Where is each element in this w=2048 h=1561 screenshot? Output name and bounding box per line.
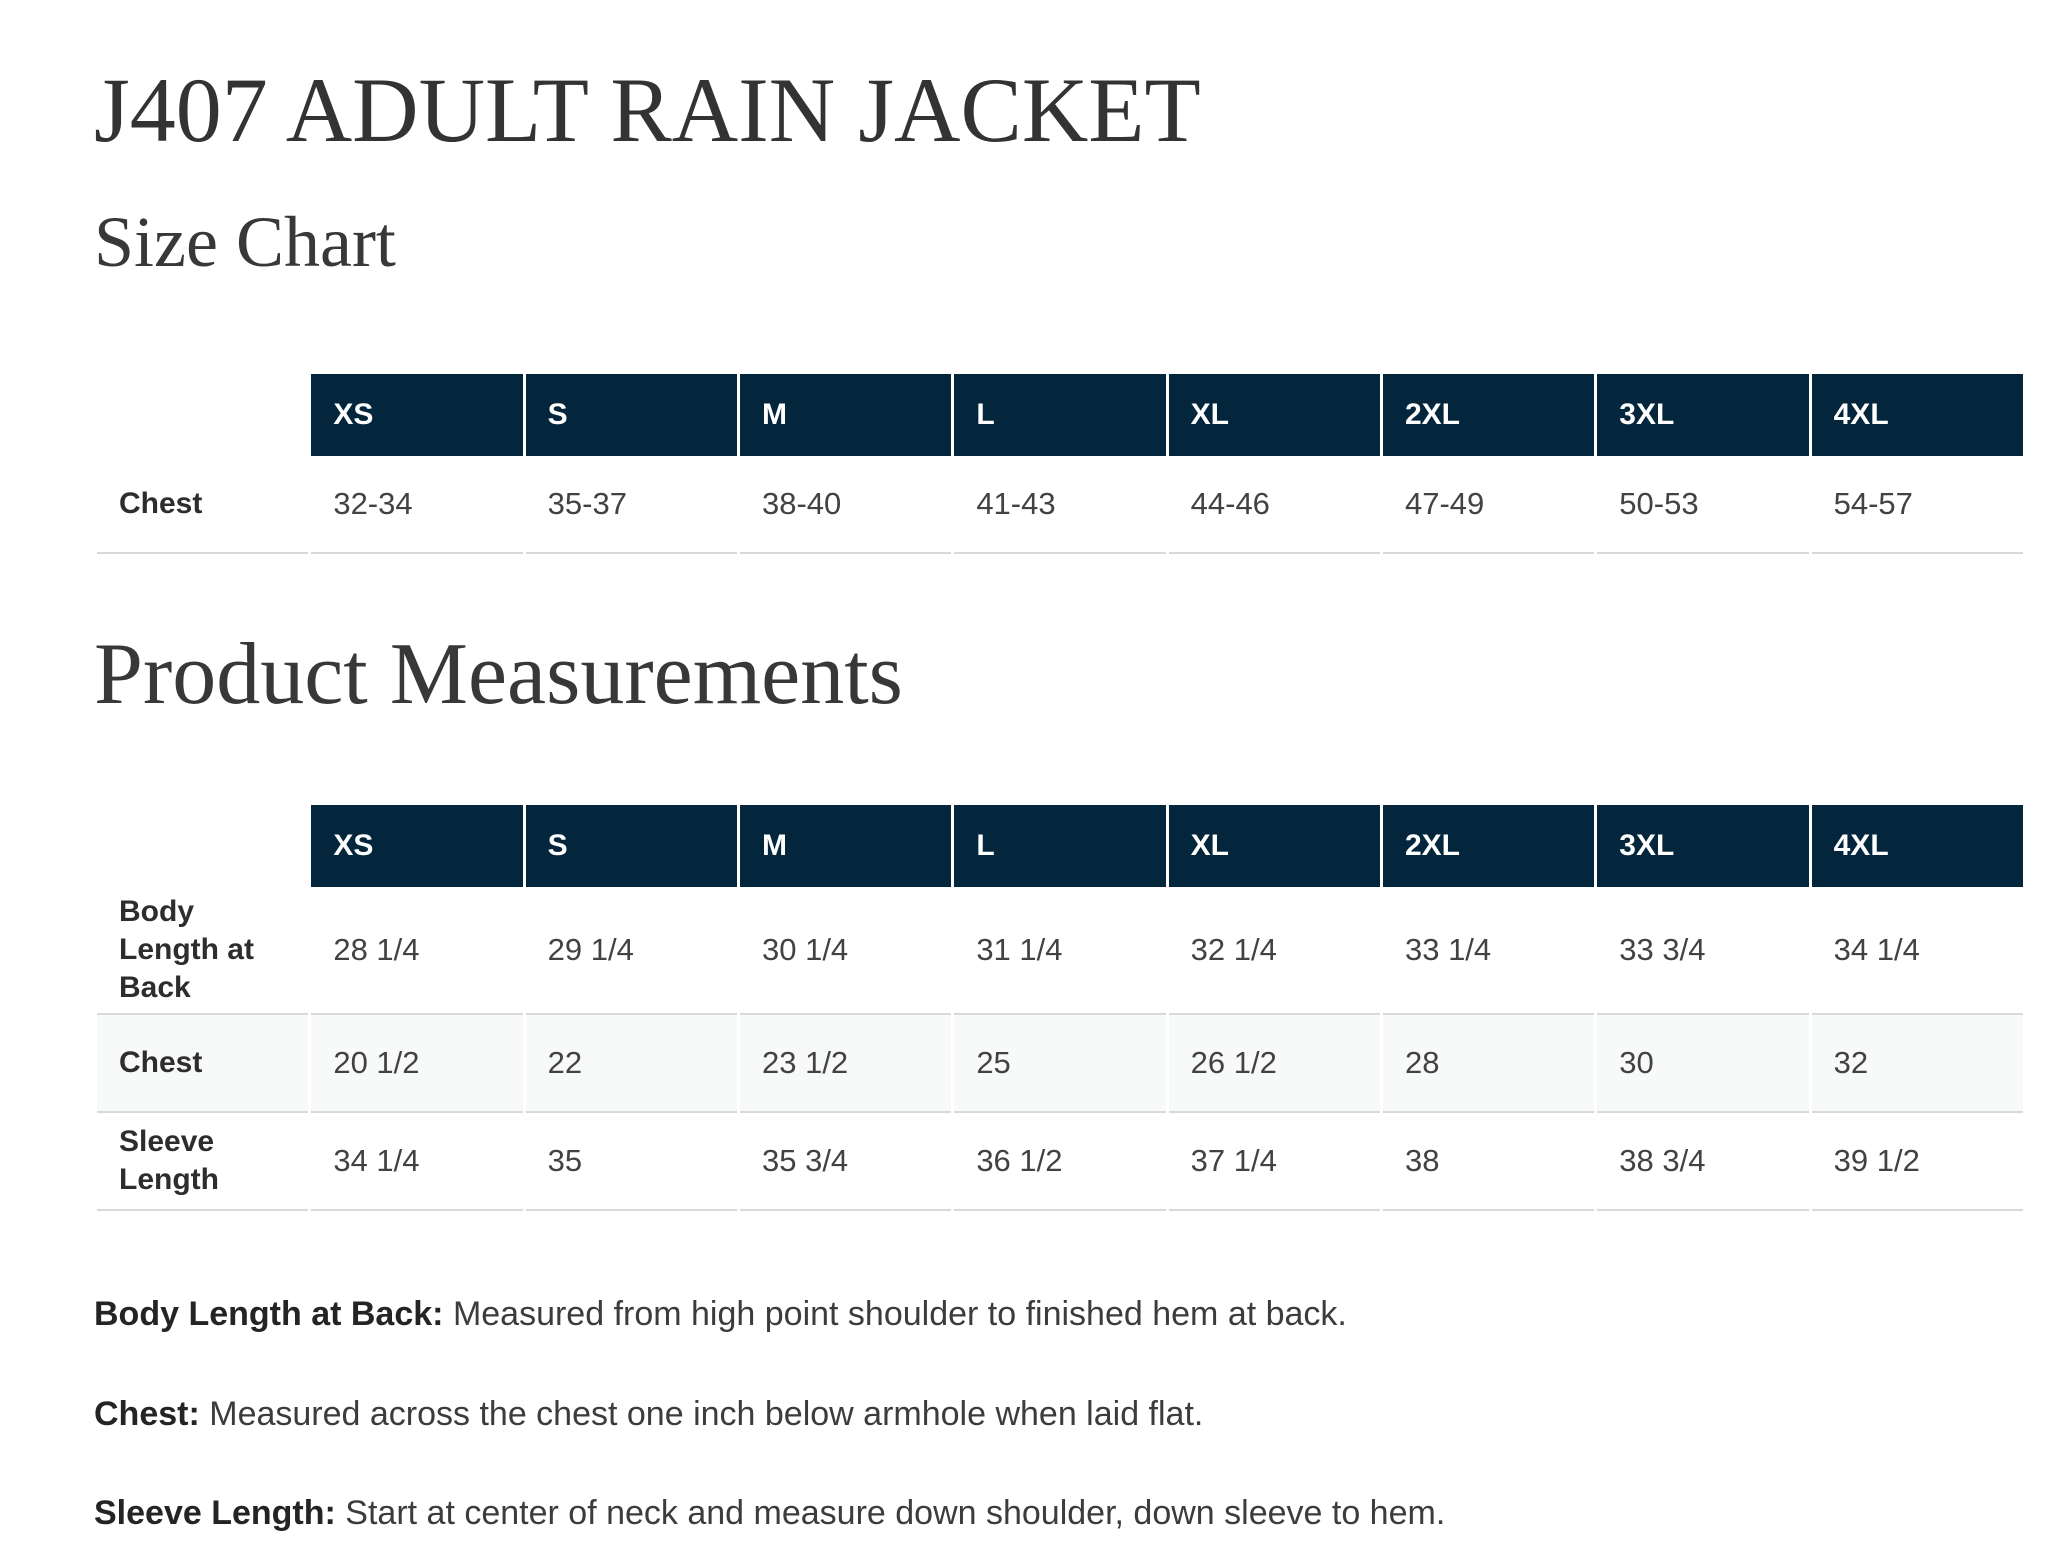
table-cell: 32 <box>1812 1015 2023 1113</box>
size-column-header-s: S <box>526 805 737 887</box>
table-cell: 30 <box>1597 1015 1808 1113</box>
measurements-header-row <box>97 805 2023 887</box>
size-column-header-xl: XL <box>1169 374 1380 456</box>
size-column-header-3xl: 3XL <box>1597 374 1808 456</box>
table-cell: 39 1/2 <box>1812 1113 2023 1211</box>
measurements-row-body-length <box>97 887 2023 1015</box>
size-column-header-4xl: 4XL <box>1812 374 2023 456</box>
size-column-header-2xl: 2XL <box>1383 374 1594 456</box>
table-cell: 54-57 <box>1812 456 2023 554</box>
definition-body-length <box>94 1291 2026 1339</box>
row-label-text: Sleeve Length <box>119 1125 219 1197</box>
size-column-header-xs: XS <box>311 374 522 456</box>
definition-text: Start at center of neck and measure down shoulder, down sleeve to hem. <box>345 1494 1446 1533</box>
size-column-header-s: S <box>526 374 737 456</box>
row-label <box>97 1015 308 1113</box>
row-label <box>97 1113 308 1211</box>
table-cell: 32 1/4 <box>1169 887 1380 1015</box>
definition-term: Sleeve Length: <box>94 1494 336 1533</box>
table-cell: 41-43 <box>954 456 1165 554</box>
table-cell: 26 1/2 <box>1169 1015 1380 1113</box>
definition-sleeve-length <box>94 1490 2026 1538</box>
table-cell: 30 1/4 <box>740 887 951 1015</box>
table-cell: 34 1/4 <box>311 1113 522 1211</box>
table-cell: 25 <box>954 1015 1165 1113</box>
table-cell: 28 <box>1383 1015 1594 1113</box>
table-cell: 35 3/4 <box>740 1113 951 1211</box>
product-measurements-table <box>94 805 2026 1211</box>
size-column-header-xs: XS <box>311 805 522 887</box>
size-chart-row-chest <box>97 456 2023 554</box>
definition-text: Measured from high point shoulder to finished hem at back. <box>452 1295 1347 1334</box>
page-title: J407 ADULT RAIN JACKET <box>94 59 1201 161</box>
size-column-header-3xl: 3XL <box>1597 805 1808 887</box>
table-cell: 44-46 <box>1169 456 1380 554</box>
table-cell: 20 1/2 <box>311 1015 522 1113</box>
row-label-text: Chest <box>119 1046 203 1080</box>
table-cell: 22 <box>526 1015 737 1113</box>
table-cell: 33 3/4 <box>1597 887 1808 1015</box>
table-cell: 37 1/4 <box>1169 1113 1380 1211</box>
table-cell: 47-49 <box>1383 456 1594 554</box>
row-label-text: Chest <box>119 487 203 521</box>
measurements-row-chest <box>97 1015 2023 1113</box>
row-label-text: Body Length at Back <box>119 895 254 1005</box>
definition-text: Measured across the chest one inch below armhole when laid flat. <box>209 1394 1204 1433</box>
product-measurements-heading: Product Measurements <box>94 626 903 724</box>
table-cell: 35-37 <box>526 456 737 554</box>
size-chart-table <box>94 374 2026 554</box>
table-cell: 38 3/4 <box>1597 1113 1808 1211</box>
size-column-header-l: L <box>954 374 1165 456</box>
row-label <box>97 456 308 554</box>
size-chart-heading: Size Chart <box>94 202 396 283</box>
size-column-header-xl: XL <box>1169 805 1380 887</box>
size-column-header-2xl: 2XL <box>1383 805 1594 887</box>
table-cell: 38 <box>1383 1113 1594 1211</box>
size-column-header-m: M <box>740 805 951 887</box>
table-cell: 50-53 <box>1597 456 1808 554</box>
table-cell: 36 1/2 <box>954 1113 1165 1211</box>
size-column-header-l: L <box>954 805 1165 887</box>
size-chart-header-row <box>97 374 2023 456</box>
definition-term: Chest: <box>94 1394 200 1433</box>
empty-header-cell <box>97 374 308 456</box>
definition-term: Body Length at Back: <box>94 1295 444 1334</box>
measurements-row-sleeve-length <box>97 1113 2023 1211</box>
table-cell: 38-40 <box>740 456 951 554</box>
table-cell: 28 1/4 <box>311 887 522 1015</box>
table-cell: 31 1/4 <box>954 887 1165 1015</box>
row-label <box>97 887 308 1015</box>
table-cell: 35 <box>526 1113 737 1211</box>
table-cell: 29 1/4 <box>526 887 737 1015</box>
table-cell: 23 1/2 <box>740 1015 951 1113</box>
table-cell: 33 1/4 <box>1383 887 1594 1015</box>
table-cell: 32-34 <box>311 456 522 554</box>
table-cell: 34 1/4 <box>1812 887 2023 1015</box>
empty-header-cell <box>97 805 308 887</box>
size-column-header-m: M <box>740 374 951 456</box>
measurement-definitions <box>94 1291 2026 1538</box>
size-column-header-4xl: 4XL <box>1812 805 2023 887</box>
definition-chest <box>94 1391 2026 1439</box>
